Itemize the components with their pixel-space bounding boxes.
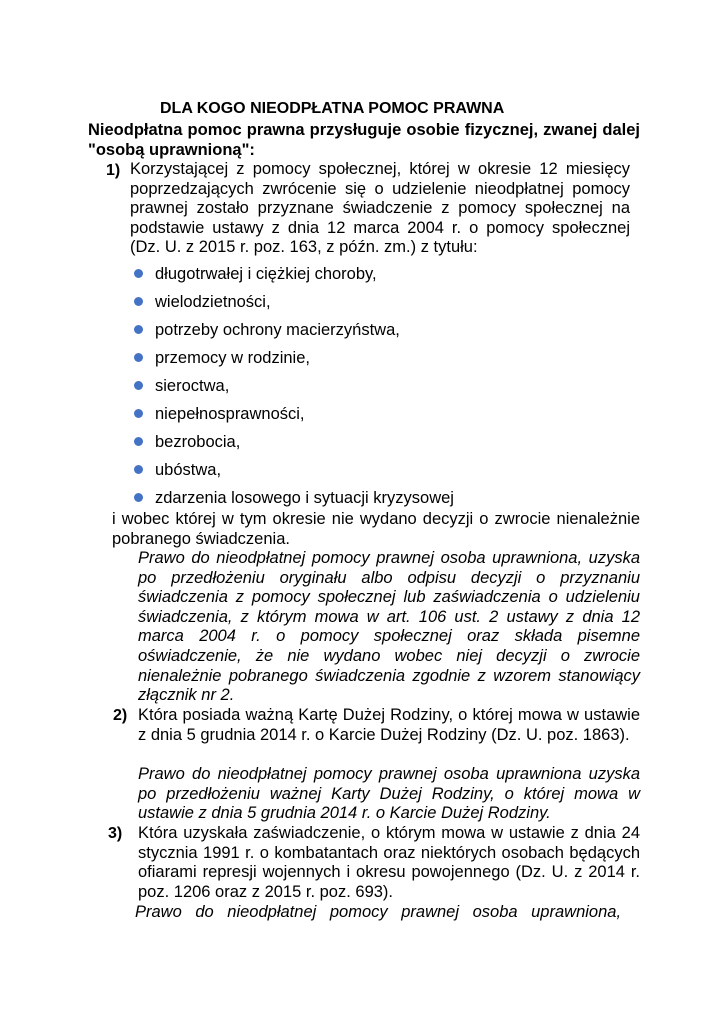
list-item	[133, 404, 454, 432]
list-item	[133, 292, 454, 320]
item-3-text: Która uzyskała zaświadczenie, o którym mowa w ustawie z dnia 24 stycznia 1991 r. o kombatantach oraz niektórych osobach będących ofiarami represji wojennych i okresu powojennego (Dz. U. z 2014 r. poz. 1206 oraz z 2015 r. poz. 693).	[138, 824, 640, 901]
item-1-bullet-list	[133, 264, 454, 516]
bullet-icon	[134, 381, 143, 390]
item-2-text: Która posiada ważną Kartę Dużej Rodziny, o której mowa w ustawie z dnia 5 grudnia 2014 r. o Karcie Dużej Rodziny (Dz. U. poz. 1863).	[138, 706, 640, 744]
item-2-number: 2)	[113, 707, 128, 724]
bullet-icon	[134, 325, 143, 334]
list-item	[133, 460, 454, 488]
item-2-note: Prawo do nieodpłatnej pomocy prawnej osoba uprawniona uzyska po przedłożeniu ważnej Karty Dużej Rodziny, o której mowa w ustawie z dnia 5 grudnia 2014 r. o Karcie Dużej Rodziny.	[138, 765, 640, 823]
list-item-text: potrzeby ochrony macierzyństwa,	[155, 321, 400, 339]
page-title: DLA KOGO NIEODPŁATNA POMOC PRAWNA	[160, 100, 505, 117]
item-1-note: Prawo do nieodpłatnej pomocy prawnej osoba uprawniona, uzyska po przedłożeniu oryginału albo odpisu decyzji o przyznaniu świadczenia z pomocy społecznej lub zaświadczenia o udzieleniu świadczenia, z którym mowa w art. 106 ust. 2 ustawy z dnia 12 marca 2004 r. o pomocy społecznej oraz składa pisemne oświadczenie, że nie wydano wobec niej decyzji o zwrocie nienależnie pobranego świadczenia zgodnie z wzorem stanowiący złącznik nr 2.	[138, 549, 640, 705]
bullet-icon	[134, 437, 143, 446]
intro-paragraph: Nieodpłatna pomoc prawna przysługuje osobie fizycznej, zwanej dalej "osobą uprawnioną":	[88, 121, 640, 159]
bullet-icon	[134, 353, 143, 362]
bullet-icon	[134, 269, 143, 278]
list-item-text: bezrobocia,	[155, 433, 241, 451]
item-1-text: Korzystającej z pomocy społecznej, której w okresie 12 miesięcy poprzedzających zwrócenie się o udzielenie nieodpłatnej pomocy prawnej zostało przyznane świadczenie z pomocy społecznej na podstawie ustawy z dnia 12 marca 2004 r. o pomocy społecznej (Dz. U. z 2015 r. poz. 163, z późn. zm.) z tytułu:	[130, 160, 630, 257]
list-item-text: niepełnosprawności,	[155, 405, 305, 423]
list-item	[133, 432, 454, 460]
list-item-text: długotrwałej i ciężkiej choroby,	[155, 265, 377, 283]
list-item	[133, 348, 454, 376]
list-item	[133, 376, 454, 404]
bullet-icon	[134, 297, 143, 306]
list-item-text: zdarzenia losowego i sytuacji kryzysowej	[155, 489, 454, 507]
bullet-icon	[134, 409, 143, 418]
item-1-number: 1)	[106, 162, 121, 179]
list-item	[133, 264, 454, 292]
list-item	[133, 320, 454, 348]
list-item-text: sieroctwa,	[155, 377, 230, 395]
item-1-continuation: i wobec której w tym okresie nie wydano decyzji o zwrocie nienależnie pobranego świadczenia.	[112, 510, 640, 548]
item-3-note: Prawo do nieodpłatnej pomocy prawnej osoba uprawniona,	[135, 903, 622, 921]
list-item-text: przemocy w rodzinie,	[155, 349, 310, 367]
bullet-icon	[134, 493, 143, 502]
list-item-text: ubóstwa,	[155, 461, 222, 479]
list-item-text: wielodzietności,	[155, 293, 271, 311]
bullet-icon	[134, 465, 143, 474]
item-3-number: 3)	[108, 825, 123, 842]
